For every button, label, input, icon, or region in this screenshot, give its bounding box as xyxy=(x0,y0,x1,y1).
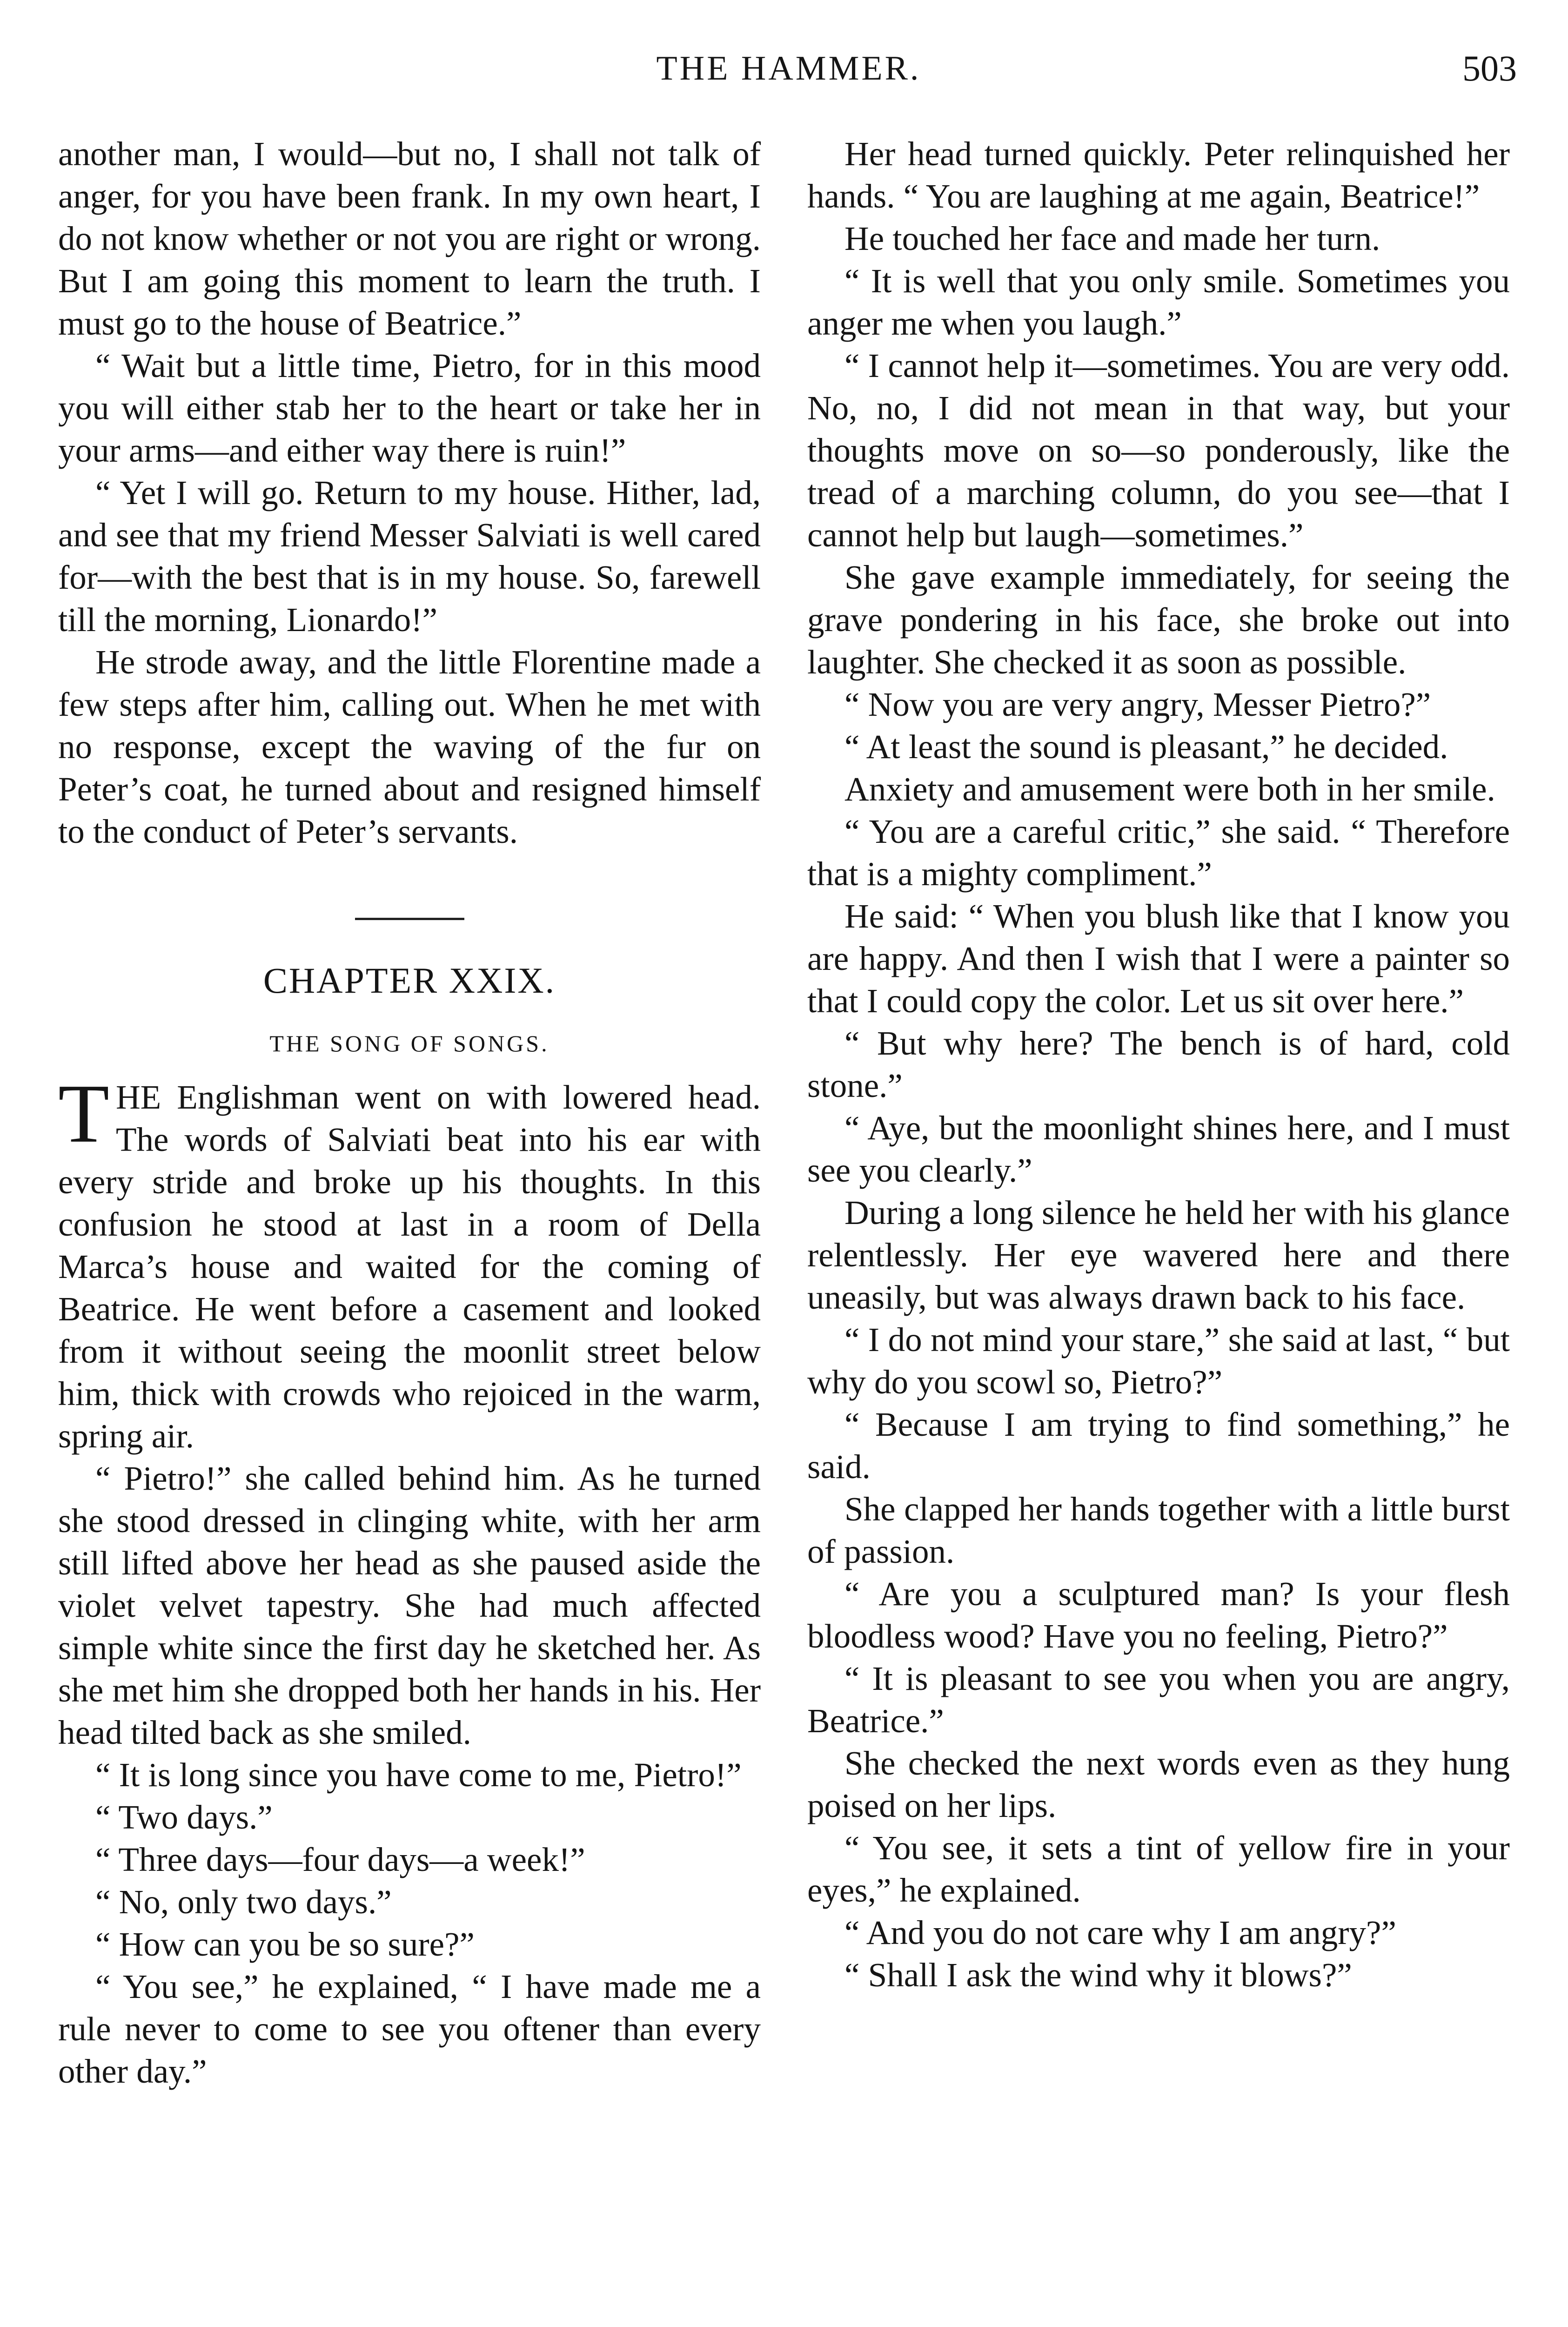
paragraph: During a long silence he held her with his glance relentlessly. Her eye wavered here and there uneasily, but was always drawn back to his face. xyxy=(807,1194,1510,1316)
paragraph: “ Now you are very angry, Messer Pietro?” xyxy=(844,686,1431,723)
paragraph: “ Are you a sculptured man? Is your flesh bloodless wood? Have you no feeling, Pietro?” xyxy=(807,1575,1510,1655)
paragraph: “ How can you be so sure?” xyxy=(95,1925,475,1963)
paragraph: “ You see, it sets a tint of yellow fire in your eyes,” he explained. xyxy=(807,1829,1510,1909)
opening-text: HE Englishman went on with lowered head. The words of Salviati beat into his ear with every stride and broke up his thoughts. In this confusion he stood at last in a room of Della Marca’s house and waited for the coming of Beatrice. He went before a casement and looked from it without seeing the moonlit street below him, thick with crowds who rejoiced in the warm, spring air. xyxy=(58,1078,761,1455)
paragraph: “ You are a careful critic,” she said. “ Therefore that is a mighty compliment.” xyxy=(807,813,1510,893)
right-column xyxy=(807,133,1510,1996)
chapter-opening-paragraph xyxy=(58,1067,761,1457)
paragraph: Anxiety and amusement were both in her smile. xyxy=(844,770,1495,808)
paragraph: “ Aye, but the moonlight shines here, and I must see you clearly.” xyxy=(807,1109,1510,1189)
paragraph: She gave example immediately, for seeing the grave pondering in his face, she broke out into laughter. She checked it as soon as possible. xyxy=(807,558,1510,681)
paragraph: “ Pietro!” she called behind him. As he turned she stood dressed in clinging white, with her arm still lifted above her head as she paused aside the violet velvet tapestry. She had much affected simple white since the first day he sketched her. As she met him she dropped both her hands in his. Her head tilted back as she smiled. xyxy=(58,1459,761,1751)
paragraph: “ And you do not care why I am angry?” xyxy=(844,1914,1396,1951)
paragraph: “ It is well that you only smile. Sometimes you anger me when you laugh.” xyxy=(807,262,1510,342)
paragraph: He said: “ When you blush like that I know you are happy. And then I wish that I were a painter so that I could copy the color. Let us sit over here.” xyxy=(807,897,1510,1020)
paragraph: “ Three days—four days—a week!” xyxy=(95,1841,585,1878)
paragraph: “ It is long since you have come to me, Pietro!” xyxy=(95,1756,742,1794)
paragraph: another man, I would—but no, I shall not talk of anger, for you have been frank. In my own heart, I do not know whether or not you are right or wrong. But I am going this moment to learn the truth. I must go to the house of Beatrice.” xyxy=(58,135,761,342)
paragraph: “ Yet I will go. Return to my house. Hither, lad, and see that my friend Messer Salviati is well cared for—with the best that is in my house. So, farewell till the morning, Lionardo!” xyxy=(58,474,761,639)
paragraph: “ You see,” he explained, “ I have made me a rule never to come to see you oftener than every other day.” xyxy=(58,1968,761,2090)
chapter-subtitle: THE SONG OF SONGS. xyxy=(269,1030,549,1056)
drop-cap: T xyxy=(58,1067,109,1160)
paragraph: He strode away, and the little Florentine made a few steps after him, calling out. When he met with no response, except the waving of the fur on Peter’s coat, he turned about and resigned himself to the conduct of Peter’s servants. xyxy=(58,643,761,850)
paragraph: “ Wait but a little time, Pietro, for in this mood you will either stab her to the heart or take her in your arms—and either way there is ruin!” xyxy=(58,347,761,469)
paragraph: She clapped her hands together with a little burst of passion. xyxy=(807,1490,1510,1570)
page-number: 503 xyxy=(1462,48,1517,88)
paragraph: “ But why here? The bench is of hard, cold stone.” xyxy=(807,1024,1510,1104)
paragraph: “ I do not mind your stare,” she said at last, “ but why do you scowl so, Pietro?” xyxy=(807,1321,1510,1401)
paragraph: “ Because I am trying to find something,” he said. xyxy=(807,1406,1510,1486)
paragraph: “ Two days.” xyxy=(95,1798,273,1836)
running-title: THE HAMMER. xyxy=(656,49,921,87)
paragraph: “ At least the sound is pleasant,” he decided. xyxy=(844,728,1448,766)
paragraph: “ Shall I ask the wind why it blows?” xyxy=(844,1956,1352,1994)
paragraph: “ It is pleasant to see you when you are angry, Beatrice.” xyxy=(807,1660,1510,1740)
paragraph: She checked the next words even as they hung poised on her lips. xyxy=(807,1744,1510,1824)
chapter-title: CHAPTER XXIX. xyxy=(263,960,556,1001)
left-column xyxy=(58,133,761,2092)
paragraph: “ No, only two days.” xyxy=(95,1883,392,1921)
section-divider xyxy=(355,918,464,920)
running-head xyxy=(60,43,1517,94)
paragraph: “ I cannot help it—sometimes. You are very odd. No, no, I did not mean in that way, but your thoughts move on so—so ponderously, like the tread of a marching column, do you see—that I cannot help but laugh—sometimes.” xyxy=(807,347,1510,554)
paragraph: He touched her face and made her turn. xyxy=(844,220,1380,257)
paragraph: Her head turned quickly. Peter relinquished her hands. “ You are laughing at me again, Beatrice!” xyxy=(807,135,1510,215)
